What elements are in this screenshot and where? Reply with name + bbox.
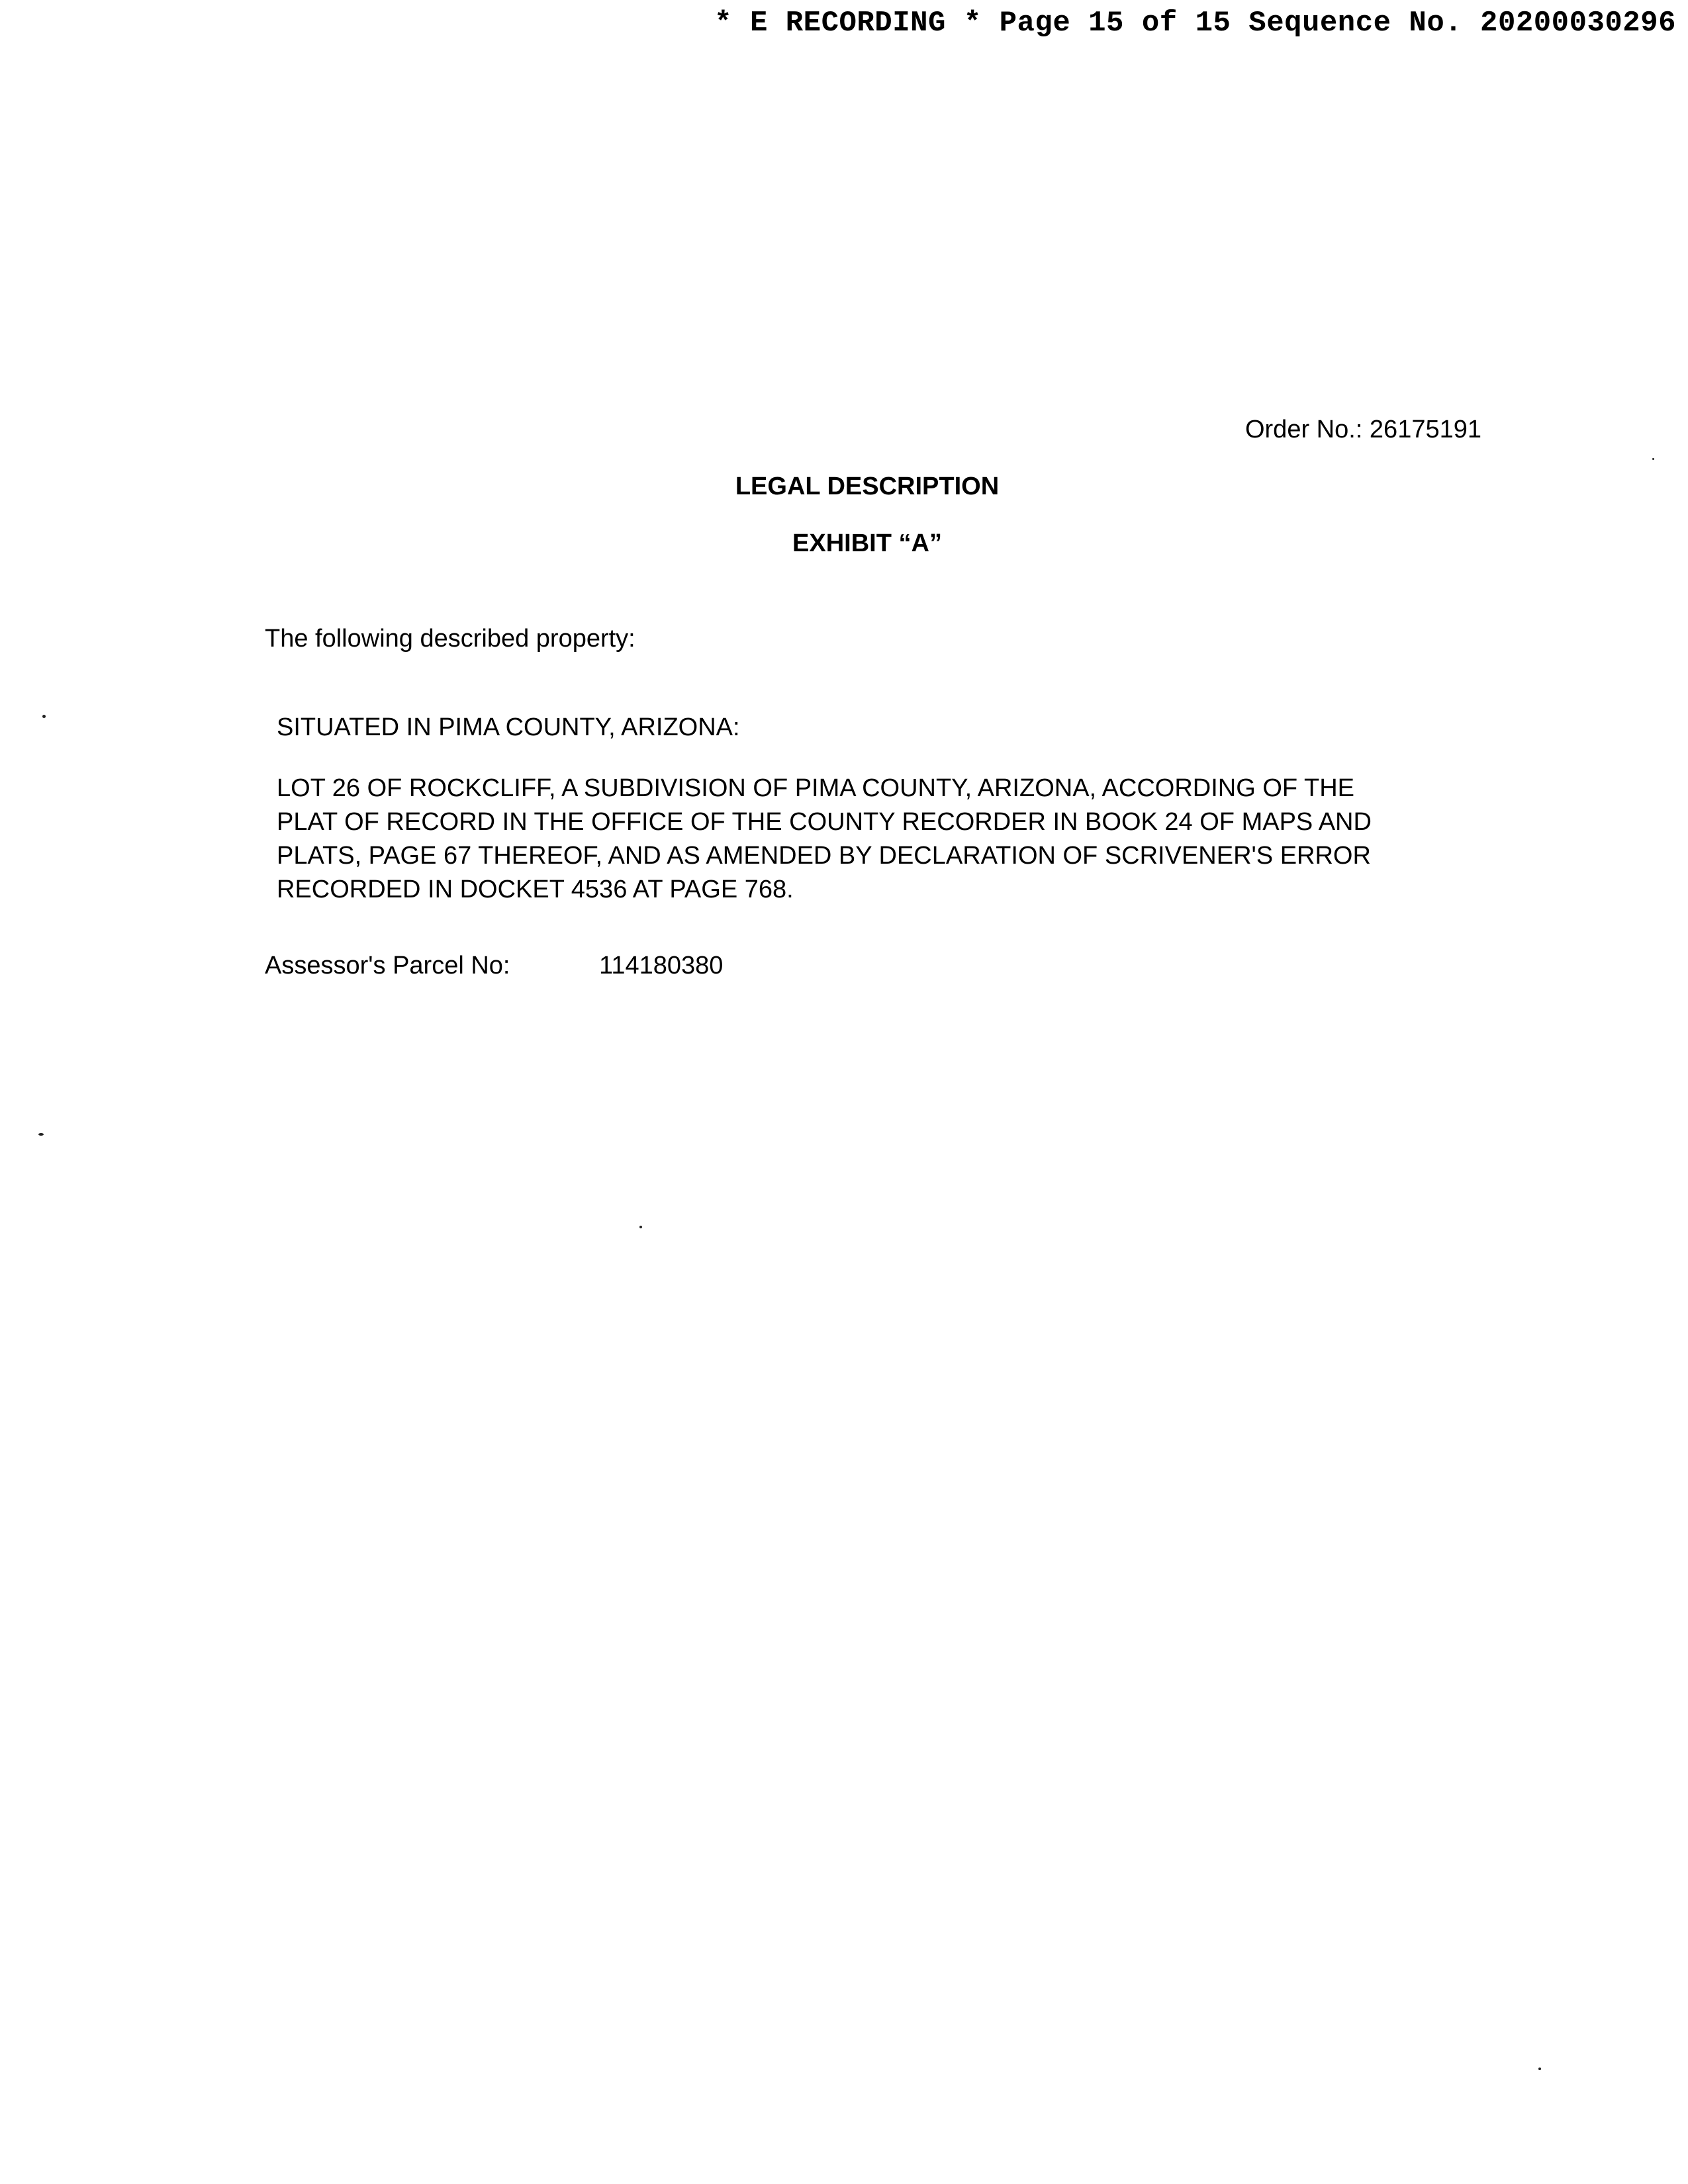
legal-description-title: LEGAL DESCRIPTION — [735, 473, 1000, 500]
legal-line: PLATS, PAGE 67 THEREOF, AND AS AMENDED BY DECLARATION OF SCRIVENER'S ERROR — [277, 842, 1371, 870]
intro-text: The following described property: — [265, 625, 635, 653]
exhibit-title: EXHIBIT “A” — [792, 529, 942, 557]
parcel-value: 114180380 — [599, 952, 724, 979]
parcel-label: Assessor's Parcel No: — [265, 952, 510, 979]
legal-line: PLAT OF RECORD IN THE OFFICE OF THE COUNTY RECORDER IN BOOK 24 OF MAPS AND — [277, 808, 1372, 836]
situated-text: SITUATED IN PIMA COUNTY, ARIZONA: — [277, 713, 740, 741]
assessor-parcel — [265, 952, 724, 980]
legal-description-body — [277, 772, 1442, 907]
order-number-label: Order No.: — [1244, 416, 1363, 443]
scan-speck — [42, 715, 46, 718]
order-number — [1245, 416, 1481, 444]
scan-speck — [1538, 2068, 1541, 2070]
order-number-value: 26175191 — [1369, 416, 1481, 443]
scan-speck — [1652, 458, 1654, 460]
recording-header: * E RECORDING * Page 15 of 15 Sequence No. 20200030296 — [714, 7, 1676, 40]
scan-speck — [639, 1226, 642, 1228]
legal-line: RECORDED IN DOCKET 4536 AT PAGE 768. — [277, 876, 794, 903]
legal-line: LOT 26 OF ROCKCLIFF, A SUBDIVISION OF PIMA COUNTY, ARIZONA, ACCORDING OF THE — [277, 774, 1354, 802]
scan-speck — [38, 1133, 44, 1136]
